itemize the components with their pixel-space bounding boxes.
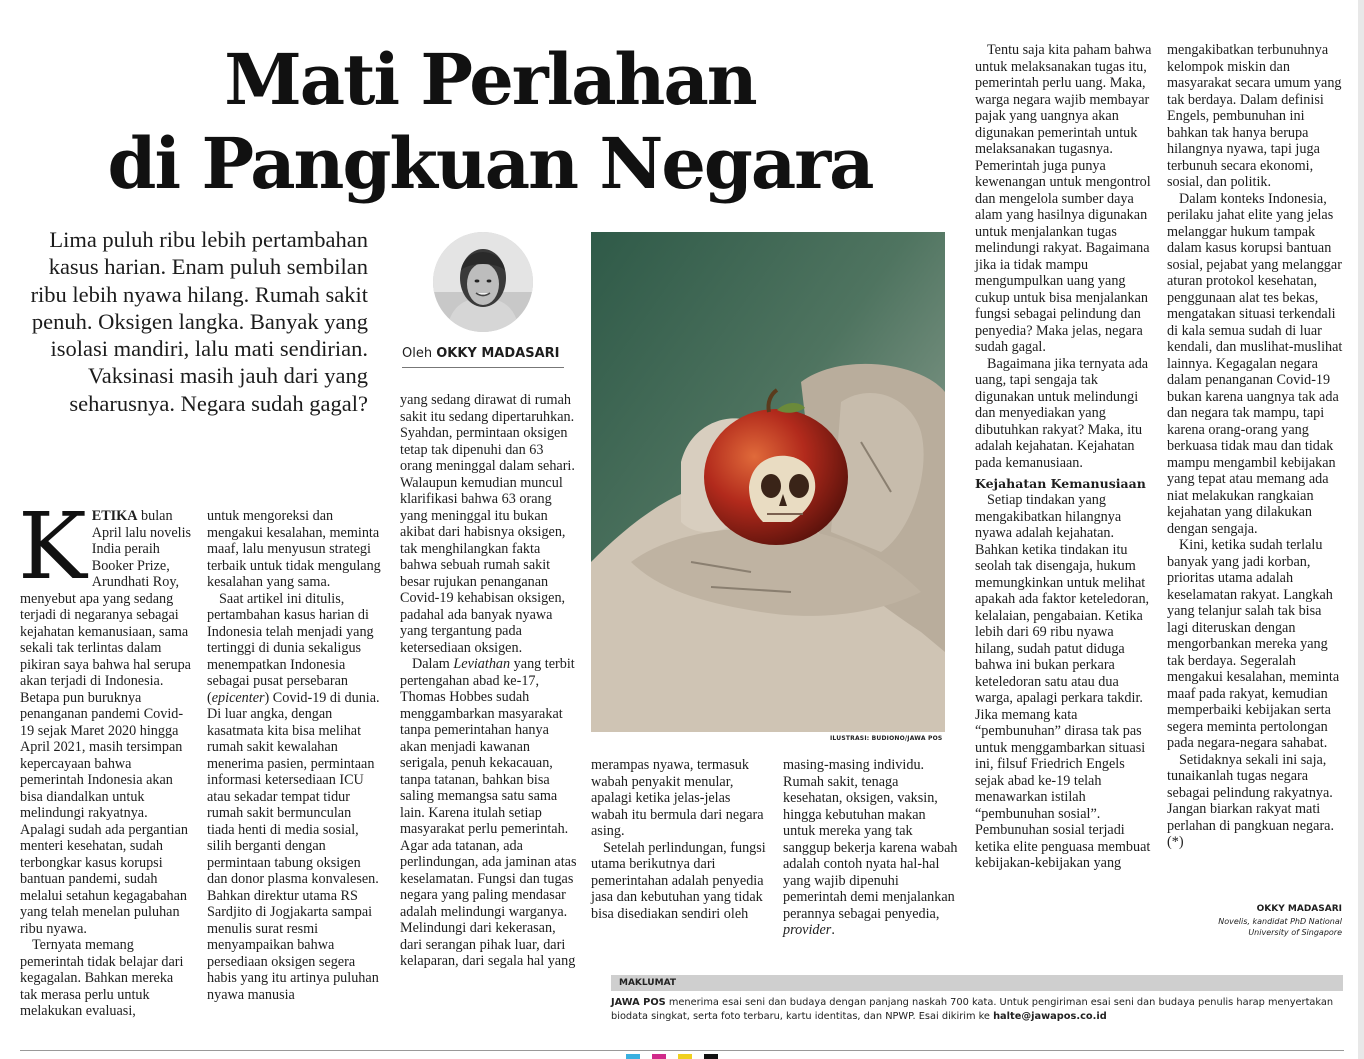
paragraph-text: bulan April lalu novelis India peraih Booker Prize, Arundhati Roy, menyebut apa yang sedang terjadi di negaranya sebagai kejahatan kemanusiaan, sama sekali tak terlintas dalam pikiran saya bahwa hal serupa akan terjadi di Indonesia. Betapa pun buruknya penanganan pandemi Covid-19 sejak Maret 2020 hingga April 2021, masih tersimpan kepercayaan bahwa pemerintah Indonesia akan bisa diandalkan untuk melindungi rakyatnya. Apalagi sudah ada pergantian menteri kesehatan, sudah terbongkar kasus korupsi bantuan pandemi, sudah melalui setahun kegagabahan yang telah menelan puluhan ribu nyawa. (20, 508, 192, 937)
article-paragraph: Setiap tindakan yang mengakibatkan hilangnya nyawa adalah kejahatan. Bahkan ketika tindakan itu seolah tak disengaja, hukum memungkinkan untuk melihat apakah ada faktor keteledoran, kelalaian, pengabaian. Ketika lebih dari 69 ribu nyawa hilang, sudah patut diduga bahwa ini bukan perkara keteledoran satu atau dua warga, apalagi perkara takdir. Jika memang kata “pembunuhan” dirasa tak pas untuk menggambarkan situasi ini, filsuf Friedrich Engels sejak abad ke-19 telah menawarkan istilah “pembunuhan sosial”. Pembunuhan sosial terjadi ketika elite penguasa membuat kebijakan-kebijakan yang (975, 492, 1151, 871)
author-signature-name: OKKY MADASARI (1256, 904, 1342, 914)
article-paragraph (400, 656, 578, 970)
article-column-2 (207, 508, 382, 1003)
article-paragraph: untuk mengoreksi dan mengakui kesalahan, meminta maaf, lalu menyusun strategi terbaik untuk tidak mengulang kesalahan yang sama. (207, 508, 381, 590)
article-paragraph: Setidaknya sekali ini saja, tunaikanlah tugas negara sebagai pelindung rakyatnya. Jangan biarkan rakyat mati perlahan di pangkuan negara. (*) (1167, 751, 1335, 850)
article-column-5 (783, 757, 958, 939)
print-mark-yellow (678, 1054, 692, 1059)
article-paragraph: mengakibatkan terbunuhnya kelompok miskin dan masyarakat secara umum yang tak berdaya. Dalam definisi Engels, pembunuhan ini bahkan tak hanya berupa hilangnya nyawa, tapi juga terbunuh secara ekonomi, sosial, dan politik. (1167, 42, 1342, 190)
author-description-line: University of Singapore (1248, 928, 1342, 937)
article-column-6 (975, 42, 1155, 872)
byline-prefix: Oleh (402, 346, 433, 361)
article-paragraph: Kini, ketika sudah terlalu banyak yang jadi korban, prioritas utama adalah keselamatan rakyat. Langkah yang telanjur salah tak bisa lagi diteruskan dengan mengorbankan mereka yang tak berdaya. Segeralah mengakui kesalahan, meminta maaf pada rakyat, kemudian memperbaiki kebijakan serta segera meminta pertolongan pada negara-negara sahabat. (1167, 537, 1340, 751)
page-edge (1358, 0, 1364, 1059)
drop-cap: K (18, 493, 87, 600)
article-paragraph: Tentu saja kita paham bahwa untuk melaksanakan tugas itu, pemerintah perlu uang. Maka, warga negara wajib membayar pajak yang uangnya akan digunakan pemerintah untuk melaksanakan tugasnya. Pemerintah juga punya kewenangan untuk mengontrol dan mengelola sumber daya alam yang hasilnya digunakan untuk menjalankan tugas melindungi rakyat. Bagaimana jika ia tidak mampu mengumpulkan uang yang cukup untuk bisa menjalankan fungsi sebagai pelindung dan penyedia? Maka jelas, negara sudah gagal. (975, 42, 1152, 355)
byline-author: OKKY MADASARI (436, 346, 560, 361)
article-column-1 (18, 493, 192, 1020)
author-portrait-icon (433, 232, 533, 332)
paragraph-emphasis: epicenter (211, 689, 265, 706)
print-mark-magenta (652, 1054, 666, 1059)
lead-in-word: ETIKA (91, 508, 138, 524)
article-paragraph: Bagaimana jika ternyata ada uang, tapi sengaja tak digunakan untuk melindungi dan menyediakan yang dibutuhkan rakyat? Maka, itu adalah kejahatan. Kejahatan pada kemanusiaan. (975, 355, 1149, 471)
article-paragraph: merampas nyawa, termasuk wabah penyakit menular, apalagi ketika jelas-jelas wabah itu bermula dari negara asing. (591, 757, 764, 839)
lead-paragraph: Lima puluh ribu lebih pertambahan kasus harian. Enam puluh sembilan ribu lebih nyawa hilang. Rumah sakit penuh. Oksigen langka. Banyak yang isolasi mandiri, lalu mati sendirian. Vaksinasi masih jauh dari yang seharusnya. Negara sudah gagal? (30, 227, 368, 416)
illustration-credit: ILUSTRASI: BUDIONO/JAWA POS (830, 735, 943, 742)
article-paragraph: Setelah perlindungan, fungsi utama berikutnya dari pemerintahan adalah penyedia jasa dan kebutuhan yang tidak bisa disediakan sendiri oleh (591, 839, 766, 922)
headline (100, 38, 880, 206)
notice-text: menerima esai seni dan budaya dengan panjang naskah 700 kata. Untuk pengiriman esai seni dan budaya penulis harap menyertakan biodata singkat, serta foto terbaru, kartu identitas, dan NPWP. Esai dikirim ke (611, 997, 1334, 1022)
author-signature-description (1150, 916, 1342, 938)
article-column-3 (400, 392, 578, 970)
article-column-7 (1167, 42, 1345, 851)
article-paragraph: Dalam konteks Indonesia, perilaku jahat elite yang jelas melanggar hukum tampak dalam kasus korupsi bantuan sosial, pejabat yang melanggar aturan protokol kesehatan, penggunaan alat tes bekas, mengatakan situasi terkendali di kala semua sudah di luar kendali, dan muslihat-muslihat lainnya. Kegagalan negara dalam penanganan Covid-19 bukan karena uangnya tak ada dan negara tak mampu, tapi karena orang-orang yang berkuasa tidak mau dan tidak mampu mengambil kebijakan yang tepat atau memang ada niat melakukan rangkaian kejahatan yang dilakukan dengan sengaja. (1167, 190, 1343, 537)
author-photo (433, 232, 533, 332)
paragraph-text: . (831, 922, 835, 938)
paragraph-text: masing-masing individu. Rumah sakit, tenaga kesehatan, oksigen, vaksin, hingga kebutuhan makan untuk mereka yang tak sanggup bekerja karena wabah adalah contoh nyata hal-hal yang wajib dipenuhi pemerintah demi menjalankan perannya sebagai penyedia, (783, 757, 958, 922)
paragraph-emphasis: Leviathan (453, 656, 511, 672)
article-paragraph (207, 591, 382, 1004)
article-paragraph: yang sedang dirawat di rumah sakit itu sedang dipertaruhkan. Syahdan, permintaan oksigen tetap tak dipenuhi dan 63 orang meninggal dalam sehari. Walaupun kemudian muncul klarifikasi bahwa 63 orang yang meninggal itu bukan akibat dari habisnya oksigen, tak menghilangkan fakta bahwa sebuah rumah sakit besar rujukan penanganan Covid-19 kehabisan oksigen, padahal ada banyak nyawa yang tergantung pada ketersediaan oksigen. (400, 392, 575, 656)
article-column-4 (591, 757, 766, 922)
paragraph-text: ) Covid-19 di dunia. Di luar angka, dengan kasatmata kita bisa melihat rumah sakit kewalahan menerima pasien, permintaan informasi ketersediaan ICU atau sekadar tempat tidur rumah sakit bermunculan tiada henti di media sosial, silih berganti dengan permintaan tabung oksigen dan donor plasma konvalesen. Bahkan direktur utama RS Sardjito di Jogjakarta sampai menulis surat resmi menyampaikan bahwa persediaan oksigen segera habis yang itu artinya puluhan nyawa manusia (207, 689, 380, 1003)
paragraph-text: Saat artikel ini ditulis, pertambahan kasus harian di Indonesia telah menjadi yang tertinggi di dunia sekaligus menempatkan Indonesia sebagai pusat persebaran ( (207, 590, 374, 706)
paragraph-text: yang terbit pertengahan abad ke-17, Thomas Hobbes sudah menggambarkan masyarakat tanpa pemerintahan hanya akan menjadi kawanan serigala, penuh kekacauan, tanpa tatanan, bahkan bisa saling memangsa satu sama lain. Karena itulah setiap masyarakat perlu pemerintah. Agar ada tatanan, ada perlindungan, ada jaminan atas keselamatan. Fungsi dan tugas negara yang paling mendasar adalah melindungi warganya. Melindungi dari kekerasan, dari serangan pihak luar, dari kelaparan, dari segala hal yang (400, 656, 577, 969)
maklumat-label: MAKLUMAT (611, 975, 1343, 991)
byline (402, 344, 564, 368)
paragraph-emphasis: provider (783, 922, 832, 938)
print-mark-black (704, 1054, 718, 1059)
headline-line-1: Mati Perlahan (224, 38, 756, 121)
paragraph-text: Dalam (412, 656, 454, 672)
submission-email-link[interactable]: halte@jawapos.co.id (993, 1011, 1107, 1022)
author-description-line: Novelis, kandidat PhD National (1218, 917, 1342, 926)
article-paragraph (783, 757, 958, 939)
article-illustration (591, 232, 945, 732)
maklumat-notice (611, 996, 1351, 1024)
newspaper-name: JAWA POS (611, 997, 666, 1008)
headline-line-2: di Pangkuan Negara (107, 122, 873, 205)
print-mark-cyan (626, 1054, 640, 1059)
subheading: Kejahatan Kemanusiaan (975, 476, 1146, 491)
hands-holding-apple-icon (591, 232, 945, 732)
article-paragraph: Ternyata memang pemerintah tidak belajar dari kegagalan. Bahkan mereka tak merasa perlu untuk melakukan evaluasi, (20, 937, 184, 1019)
bottom-rule (20, 1050, 1344, 1051)
